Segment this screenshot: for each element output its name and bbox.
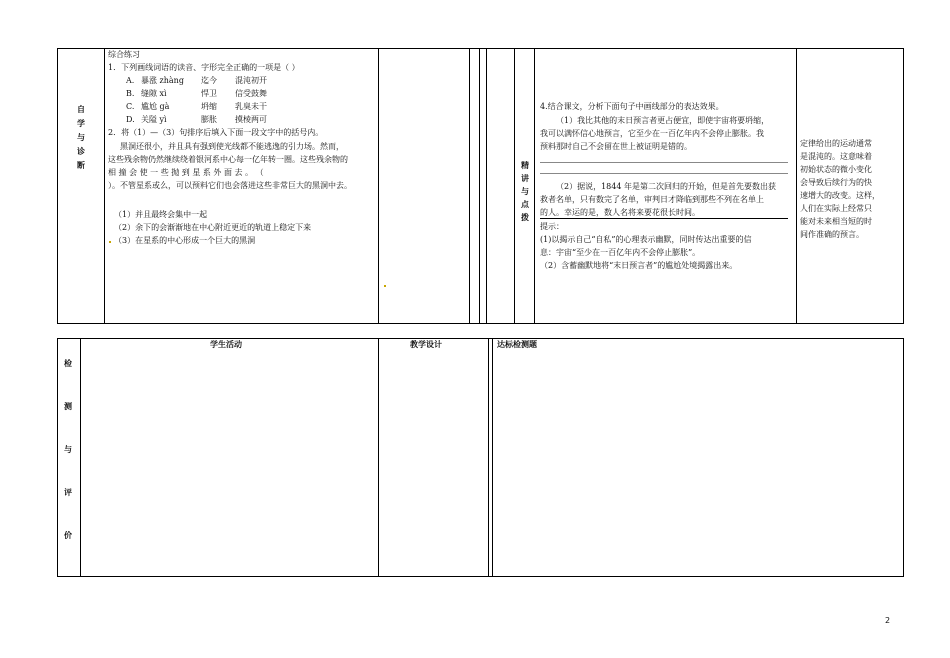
q2-item-1: （1）并且最终会集中一起 <box>114 210 208 219</box>
option-d-word2: 膨胀 <box>201 115 217 124</box>
option-a-word2: 迄今 <box>201 76 217 85</box>
option-c-letter: C. <box>126 102 135 111</box>
hint-title: 提示： <box>540 222 564 231</box>
option-c-word1: 尴尬 gà <box>141 102 170 111</box>
answer-line <box>540 162 788 163</box>
note-line: 定律给出的运动通常 <box>800 139 872 148</box>
section-title: 综合练习 <box>108 50 140 59</box>
option-c-word3: 乳臭未干 <box>235 102 267 111</box>
hint-1-line2: 息：宇宙“至少在一百亿年内不会停止膨胀”。 <box>540 248 701 257</box>
page-number: 2 <box>885 616 891 625</box>
note-line: 初始状态的微小变化 <box>800 165 872 174</box>
explain-label: 精 讲 与 点 拨 <box>521 161 529 222</box>
test-eval-label: 检 测 与 评 价 <box>64 359 72 540</box>
note-line: 能对未来相当短的时 <box>800 217 872 226</box>
option-b-word2: 悍卫 <box>201 89 217 98</box>
self-study-label: 自 学 与 诊 断 <box>77 105 85 170</box>
q2-para-line2: 这些残余物仍然继续绕着银河系中心每一亿年转一圈。这些残余物的 <box>108 155 348 164</box>
note-line: 间作准确的预言。 <box>800 230 864 239</box>
q4-s2-line3: 的人。幸运的是，数人名将来要花很长时间。 <box>540 208 700 217</box>
marker-dot <box>384 285 386 287</box>
answer-line <box>540 173 788 174</box>
option-b-letter: B. <box>126 89 135 98</box>
q2-para-line1: 黑洞还很小，并且具有强到使光线都不能逃逸的引力场。然而， <box>120 142 344 151</box>
q2-para-line4: ）。不管星系或么，可以预料它们也会落进这些非常巨大的黑洞中去。 <box>108 181 352 190</box>
teaching-design-header: 教学设计 <box>410 340 442 349</box>
option-d-word1: 关隘 yì <box>141 115 167 124</box>
question-1-stem: 1．下列画线词语的读音、字形完全正确的一项是（ ） <box>108 63 300 72</box>
assessment-header: 达标检测题 <box>497 340 537 349</box>
note-line: 人们在实际上经常只 <box>800 204 872 213</box>
question-2-stem: 2．将（1）—（3）句排序后填入下面一段文字中的括号内。 <box>108 128 324 137</box>
hint-1-line1: (1)以揭示自己“自私”的心理表示幽默，同时传达出重要的信 <box>540 235 752 244</box>
q2-item-2: （2）余下的会渐渐地在中心附近更近的轨道上稳定下来 <box>114 223 312 232</box>
hint-2: （2）含蓄幽默地将“末日预言者”的尴尬处境揭露出来。 <box>540 261 738 270</box>
q2-para-line3: 相 撞 会 使 一 些 抛 到 星 系 外 面 去 。 （ <box>108 168 264 177</box>
q4-s1-line3: 预料那时自己不会留在世上被证明是错的。 <box>540 142 692 151</box>
option-c-word2: 坍缩 <box>201 102 217 111</box>
option-a-letter: A. <box>126 76 135 85</box>
note-line: 速增大的改变。这样， <box>800 191 880 200</box>
student-activity-header: 学生活动 <box>210 340 242 349</box>
q4-s1-line2: 我可以满怀信心地预言，它至少在一百亿年内不会停止膨胀。我 <box>540 129 764 138</box>
q4-s2-line2: 救者名单，只有数完了名单，审判日才降临到那些不列在名单上 <box>540 195 764 204</box>
note-line: 是混沌的。这意味着 <box>800 152 872 161</box>
option-d-letter: D. <box>126 115 135 124</box>
option-d-word3: 摸棱两可 <box>235 115 267 124</box>
marker-dot <box>109 241 111 243</box>
q2-item-3: （3）在星系的中心形成一个巨大的黑洞 <box>114 236 256 245</box>
q4-s1-line1: （1）我比其他的末日预言者更占便宜，即使宇宙将要坍缩， <box>556 116 770 125</box>
option-b-word1: 缝隙 xì <box>141 89 167 98</box>
question-4-stem: 4.结合课文，分析下面句子中画线部分的表达效果。 <box>540 102 724 111</box>
option-a-word3: 混沌初开 <box>235 76 267 85</box>
q4-s2-line1: （2）据说，1844 年是第二次回归的开始，但是首先要数出获 <box>556 182 776 191</box>
note-line: 会导致后续行为的快 <box>800 178 872 187</box>
option-b-word3: 信受鼓舞 <box>235 89 267 98</box>
option-a-word1: 暴涨 zhàng <box>141 76 184 85</box>
answer-line <box>540 218 788 219</box>
